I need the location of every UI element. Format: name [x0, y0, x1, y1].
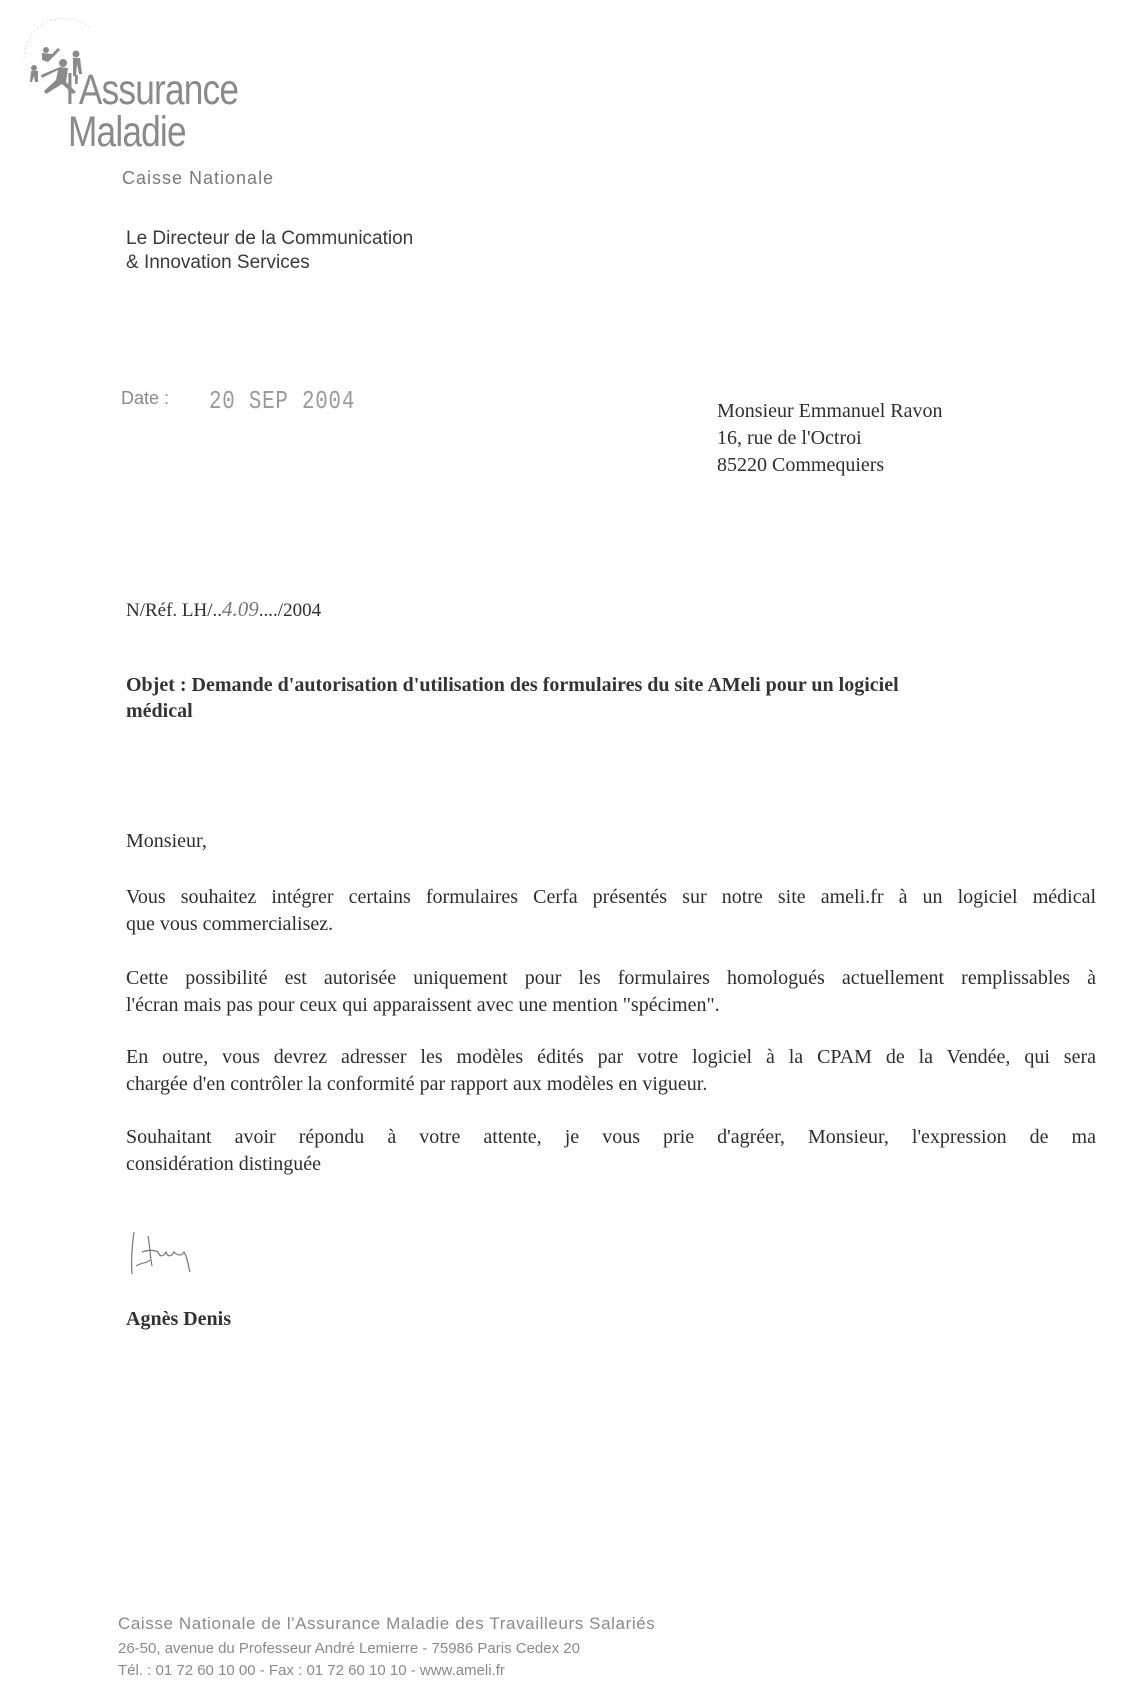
recipient-name: Monsieur Emmanuel Ravon	[717, 400, 943, 422]
footer-contact: Tél. : 01 72 60 10 00 - Fax : 01 72 60 10 10 - www.ameli.fr	[118, 1662, 505, 1679]
handwritten-signature	[128, 1226, 248, 1286]
paragraph-3-line-2: chargée d'en contrôler la conformité par rapport aux modèles en vigueur.	[126, 1073, 708, 1095]
recipient-city: 85220 Commequiers	[717, 454, 885, 476]
reference-prefix: N/Réf. LH/..	[126, 600, 223, 621]
reference-handwritten-number: 4.09	[222, 597, 259, 621]
reference-suffix: ..../2004	[258, 600, 322, 621]
salutation: Monsieur,	[126, 830, 207, 852]
paragraph-1-line-2: que vous commercialisez.	[126, 913, 334, 935]
reference	[126, 597, 321, 622]
signer-name: Agnès Denis	[126, 1308, 232, 1330]
sender-line-2: & Innovation Services	[126, 252, 310, 273]
paragraph-4-line-1: Souhaitant avoir répondu à votre attente, je vous prie d'agréer, Monsieur, l'expression de ma	[126, 1126, 1096, 1148]
date-stamp: 20 SEP 2004	[209, 386, 356, 416]
logo-title-line2: Maladie	[68, 108, 186, 156]
paragraph-2-line-1: Cette possibilité est autorisée uniquement pour les formulaires homologués actuellement remplissables à	[126, 967, 1096, 989]
recipient-street: 16, rue de l'Octroi	[717, 427, 862, 449]
logo-title-line1: l'Assurance	[66, 66, 239, 114]
sender-line-1: Le Directeur de la Communication	[126, 228, 414, 249]
org-subtitle: Caisse Nationale	[122, 168, 275, 188]
footer-address: 26-50, avenue du Professeur André Lemierre - 75986 Paris Cedex 20	[118, 1640, 580, 1657]
paragraph-4-line-2: considération distinguée	[126, 1153, 321, 1175]
subject-line-1: Objet : Demande d'autorisation d'utilisation des formulaires du site AMeli pour un logiciel	[126, 674, 899, 696]
paragraph-1-line-1: Vous souhaitez intégrer certains formulaires Cerfa présentés sur notre site ameli.fr à un logiciel médical	[126, 886, 1096, 908]
paragraph-2-line-2: l'écran mais pas pour ceux qui apparaissent avec une mention "spécimen".	[126, 994, 720, 1016]
date-label: Date :	[121, 388, 170, 408]
footer-organization: Caisse Nationale de l'Assurance Maladie des Travailleurs Salariés	[118, 1614, 656, 1633]
subject-line-2: médical	[126, 700, 193, 722]
paragraph-3-line-1: En outre, vous devrez adresser les modèles édités par votre logiciel à la CPAM de la Vendée, qui sera	[126, 1046, 1096, 1068]
